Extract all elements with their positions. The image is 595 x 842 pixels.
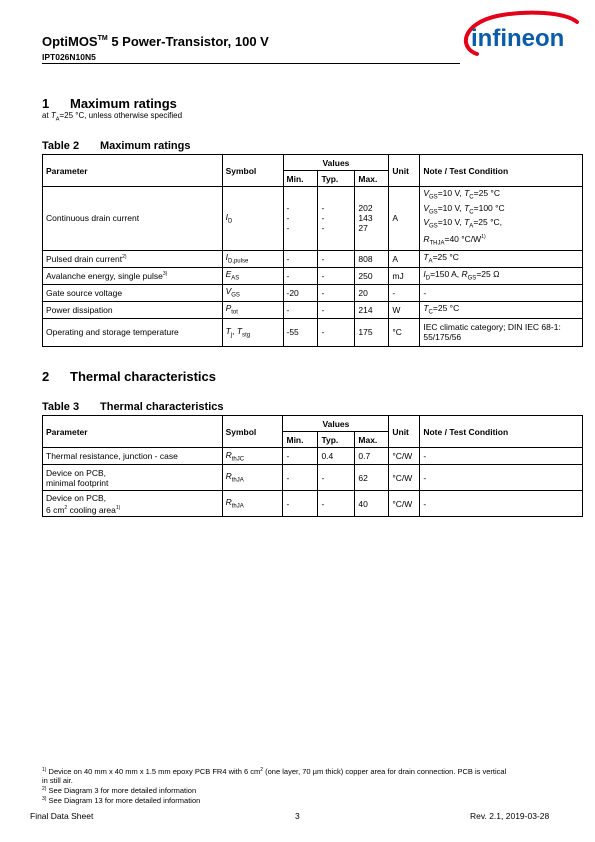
min-cell: - [283,267,318,284]
table-row [43,318,583,346]
symbol-cell: $E_{AS}$ [222,267,283,284]
header-typ: Typ. [318,171,355,187]
table-row [43,267,583,284]
footer-doc-type: Final Data Sheet [30,811,94,821]
min-cell: - [283,491,318,517]
table-row [43,465,583,491]
thermal-characteristics-table [42,415,583,517]
max-cell: 62 [355,465,389,491]
footnote-3: $^{3)}$ See Diagram 13 for more detailed information [42,796,201,805]
min-cell: - - - [283,187,318,251]
max-cell: 808 [355,250,389,267]
typ-cell: - [318,250,355,267]
max-cell: 175 [355,318,389,346]
param-cell: Avalanche energy, single pulse$^{3)}$ [43,267,223,284]
typ-cell: 0.4 [318,448,355,465]
typ-cell: - [318,284,355,301]
unit-cell: mJ [389,267,420,284]
header-max: Max. [355,432,389,448]
header-unit: Unit [389,416,420,448]
symbol-cell: $I_D$ [222,187,283,251]
footer-page-number: 3 [295,811,300,821]
condition-cell: - [420,465,583,491]
footnote-1: $^{1)}$ Device on 40 mm x 40 mm x 1.5 mm epoxy PCB FR4 with 6 $cm^2$ (one layer, 70 µm thick) copper area for drain connection. PCB is vertical in still air. [42,767,507,785]
header-min: Min. [283,432,318,448]
footnote-2: $^{2)}$ See Diagram 3 for more detailed information [42,786,197,795]
maximum-ratings-table [42,154,583,347]
symbol-cell: $T_j$, $T_{stg}$ [222,318,283,346]
document-title: OptiMOS™ 5 Power-Transistor, 100 V [42,34,269,49]
section-1-heading: 1 Maximum ratings [42,96,177,111]
header-symbol: Symbol [222,155,283,187]
condition-cell: - [420,491,583,517]
unit-cell: W [389,301,420,318]
min-cell: - [283,250,318,267]
condition-cell: - [420,284,583,301]
unit-cell: - [389,284,420,301]
unit-cell: A [389,250,420,267]
unit-cell: °C/W [389,448,420,465]
table-row [43,448,583,465]
max-cell: 20 [355,284,389,301]
max-cell: 202 143 27 [355,187,389,251]
param-cell: Device on PCB, minimal footprint [43,465,223,491]
header-parameter: Parameter [43,416,223,448]
typ-cell: - - - [318,187,355,251]
part-number: IPT026N10N5 [42,52,96,62]
max-cell: 214 [355,301,389,318]
typ-cell: - [318,465,355,491]
footnotes [42,766,512,805]
table-row [43,187,583,251]
table-row [43,301,583,318]
min-cell: -55 [283,318,318,346]
table-row [43,491,583,517]
max-cell: 40 [355,491,389,517]
section-1-subtitle: at $T_A=25$ °C, unless otherwise specified [42,111,183,123]
table-row [43,250,583,267]
param-cell: Thermal resistance, junction - case [43,448,223,465]
symbol-cell: $V_{GS}$ [222,284,283,301]
symbol-cell: $P_{tot}$ [222,301,283,318]
typ-cell: - [318,491,355,517]
infineon-logo [457,10,581,62]
typ-cell: - [318,301,355,318]
section-2-heading: 2 Thermal characteristics [42,369,216,384]
header-typ: Typ. [318,432,355,448]
condition-cell: $T_C=25$ °C [420,301,583,318]
typ-cell: - [318,267,355,284]
unit-cell: °C [389,318,420,346]
symbol-cell: $I_{D,pulse}$ [222,250,283,267]
param-cell: Gate source voltage [43,284,223,301]
param-cell: Continuous drain current [43,187,223,251]
min-cell: - [283,465,318,491]
unit-cell: °C/W [389,491,420,517]
symbol-cell: $R_{thJC}$ [222,448,283,465]
typ-cell: - [318,318,355,346]
condition-cell: $V_{GS}=10$ V, $T_C=25$ °C $V_{GS}=10$ V, $T_C=100$ °C $V_{GS}=10$ V, $T_A=25$ °C, $R_{THJA}=40$ $^\circ C/W^{1)}$ [420,187,583,251]
condition-cell: IEC climatic category; DIN IEC 68-1: 55/175/56 [420,318,583,346]
header-values: Values [283,416,389,432]
header-values: Values [283,155,389,171]
max-cell: 250 [355,267,389,284]
table-row [43,284,583,301]
header-min: Min. [283,171,318,187]
unit-cell: A [389,187,420,251]
condition-cell: $I_D=150$ A, $R_{GS}=25$ Ω [420,267,583,284]
param-cell: Power dissipation [43,301,223,318]
min-cell: -20 [283,284,318,301]
header-note: Note / Test Condition [420,155,583,187]
header-note: Note / Test Condition [420,416,583,448]
param-cell: Pulsed drain current$^{2)}$ [43,250,223,267]
condition-cell: - [420,448,583,465]
header-symbol: Symbol [222,416,283,448]
condition-cell: $T_A=25$ °C [420,250,583,267]
max-cell: 0.7 [355,448,389,465]
param-cell: Operating and storage temperature [43,318,223,346]
unit-cell: °C/W [389,465,420,491]
table-3-title: Table 3 Thermal characteristics [42,401,224,413]
header-max: Max. [355,171,389,187]
symbol-cell: $R_{thJA}$ [222,491,283,517]
header-parameter: Parameter [43,155,223,187]
symbol-cell: $R_{thJA}$ [222,465,283,491]
header-divider [42,63,460,64]
footer-revision: Rev. 2.1, 2019-03-28 [470,811,550,821]
table-2-title: Table 2 Maximum ratings [42,140,191,152]
param-cell: Device on PCB, 6 $cm^2$ cooling area$^{1)}$ [43,491,223,517]
min-cell: - [283,301,318,318]
min-cell: - [283,448,318,465]
header-unit: Unit [389,155,420,187]
svg-text:infineon: infineon [471,25,565,52]
